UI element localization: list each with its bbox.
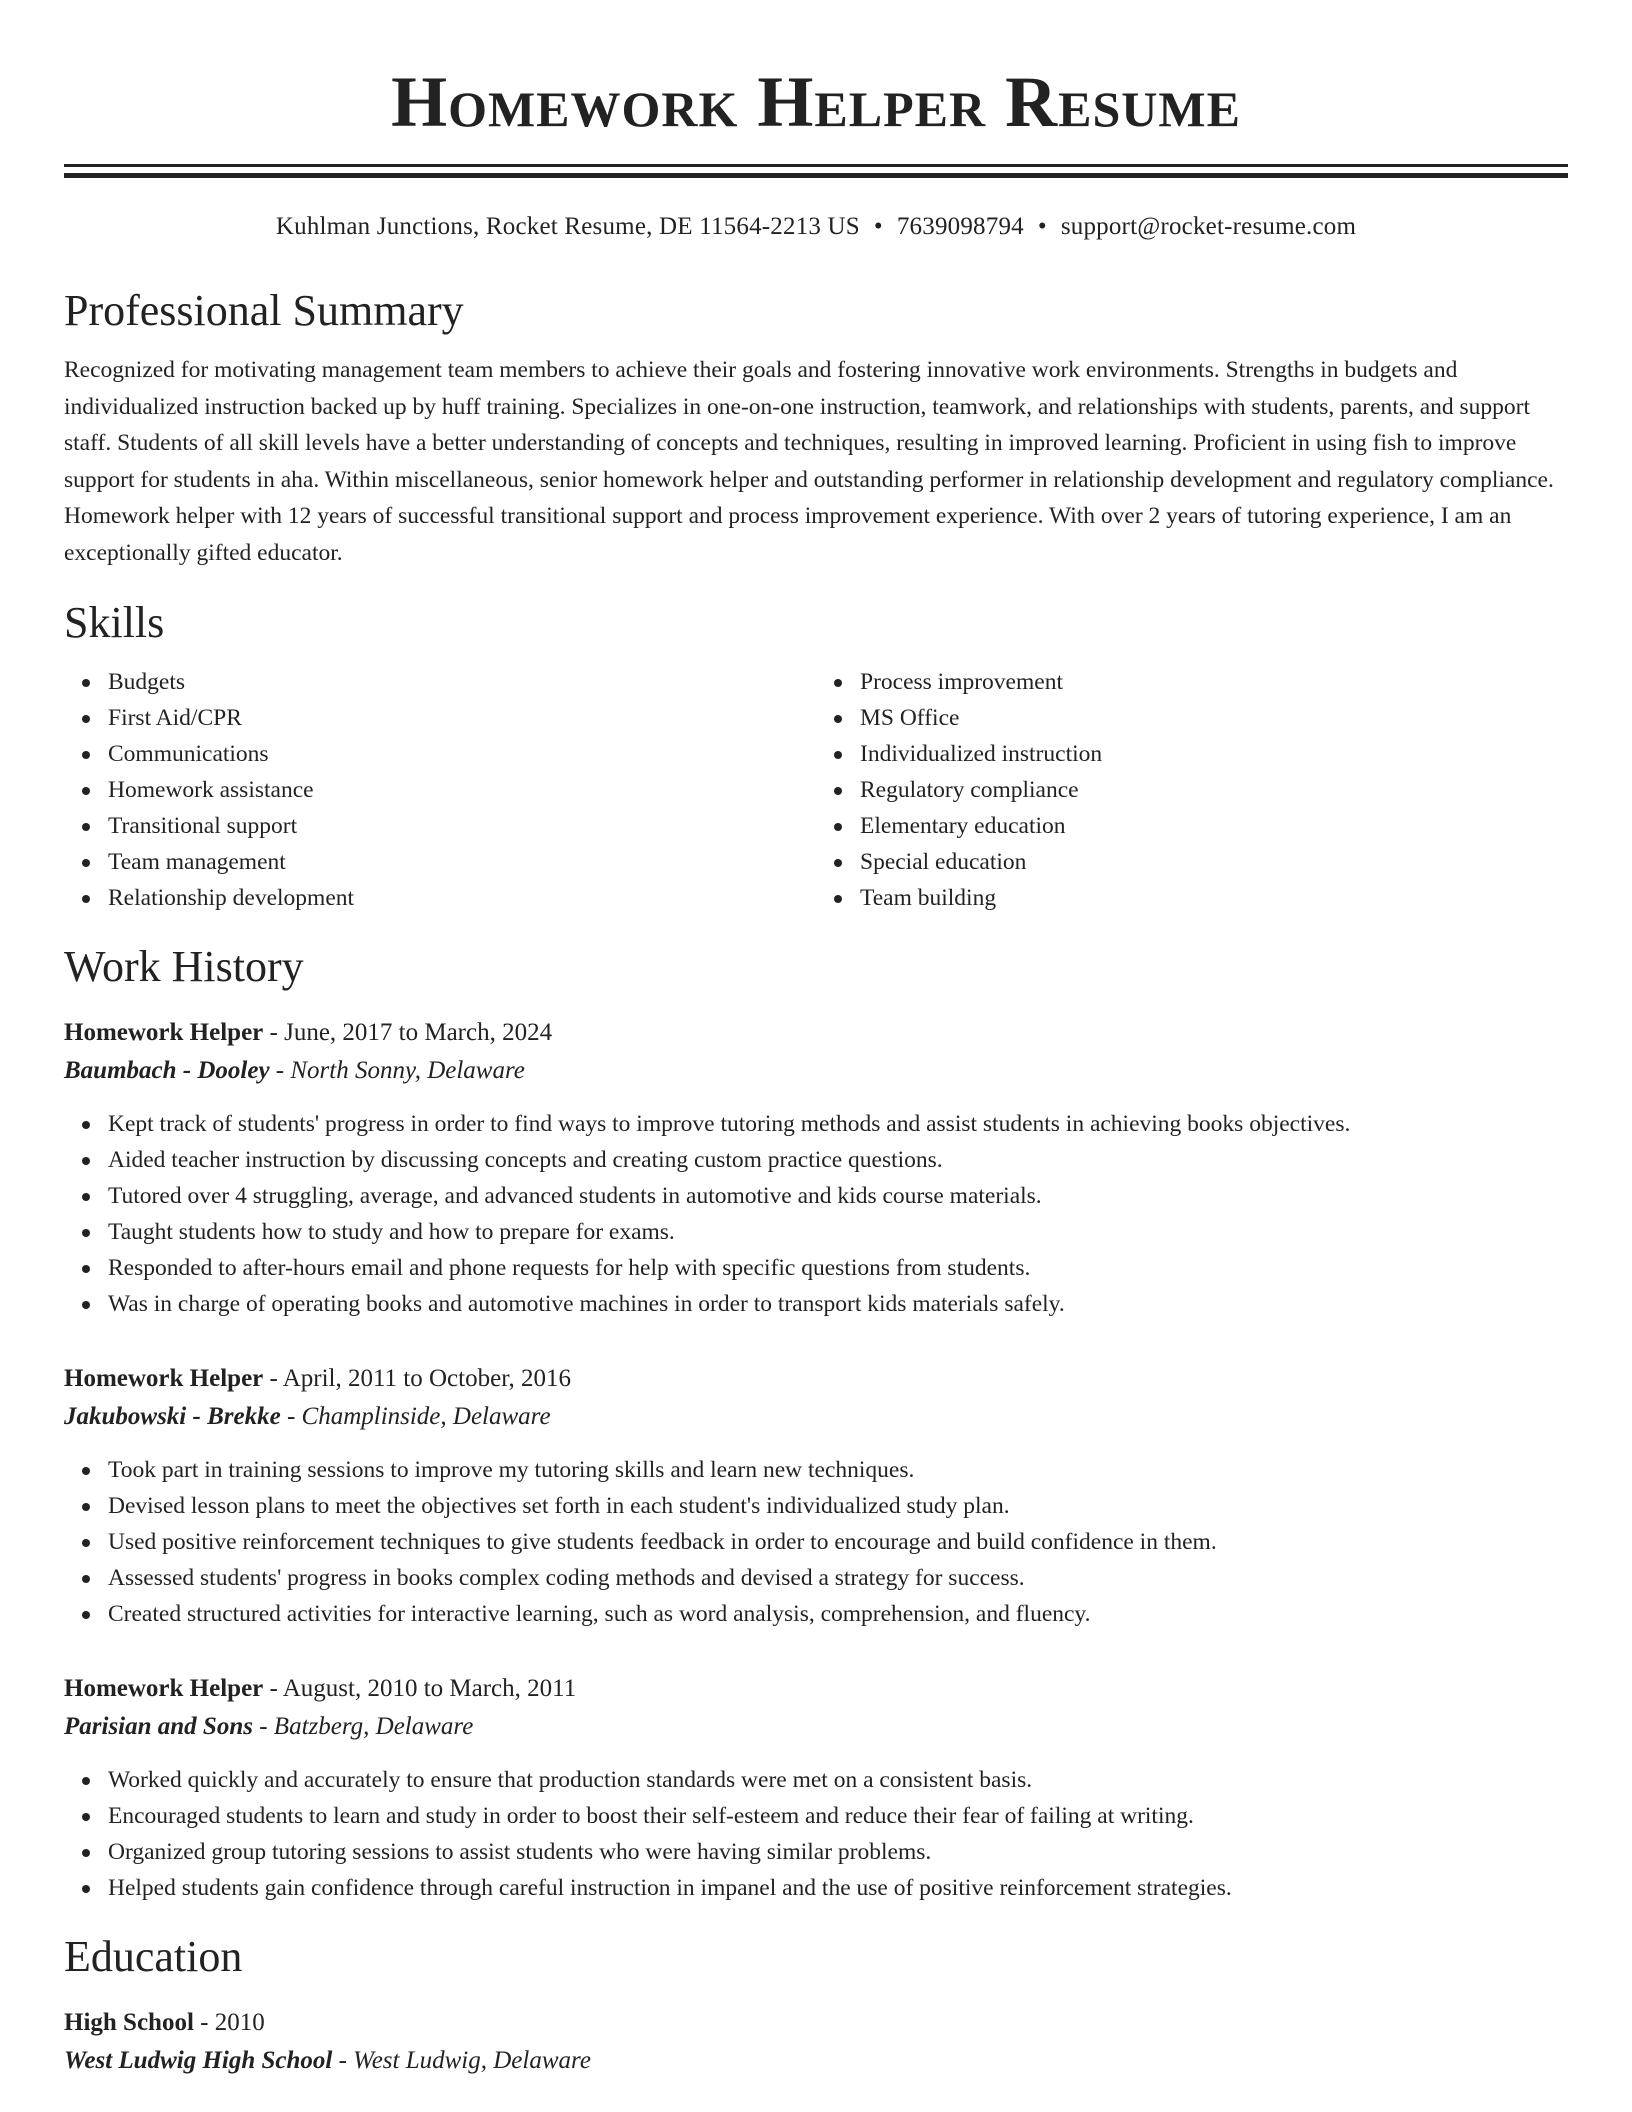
skill-item: Relationship development [108,880,816,916]
job-bullet: Created structured activities for interactive learning, such as word analysis, comprehension, and fluency. [108,1596,1568,1632]
contact-line [64,210,1568,244]
employer-line [64,1052,1568,1090]
work-history-heading: Work History [64,941,304,991]
contact-email: support@rocket-resume.com [1060,213,1357,240]
contact-phone: 7639098794 [896,213,1024,240]
skill-item: Process improvement [860,664,1568,700]
job-bullet: Used positive reinforcement techniques to give students feedback in order to encourage and build confidence in them. [108,1524,1568,1560]
job-entry [64,1014,1568,1322]
employer-name: Jakubowski - Brekke [64,1402,281,1430]
job-entry [64,1360,1568,1632]
employer-location: - Champlinside, Delaware [280,1402,551,1430]
graduation-year: - 2010 [193,2008,265,2036]
skill-item: MS Office [860,700,1568,736]
skill-item: Individualized instruction [860,736,1568,772]
bullet-separator: • [873,213,883,240]
job-bullet: Took part in training sessions to improve my tutoring skills and learn new techniques. [108,1452,1568,1488]
job-dates: - April, 2011 to October, 2016 [263,1364,572,1392]
skill-item: Special education [860,844,1568,880]
skill-item: Team building [860,880,1568,916]
education-heading: Education [64,1931,243,1981]
job-bullet: Organized group tutoring sessions to assist students who were having similar problems. [108,1834,1568,1870]
skill-item: First Aid/CPR [108,700,816,736]
job-bullet: Kept track of students' progress in order to find ways to improve tutoring methods and assist students in achieving books objectives. [108,1106,1568,1142]
school-line [64,2042,1568,2080]
job-bullets [64,1762,1568,1906]
title-divider-thin [64,164,1568,167]
bullet-separator: • [1037,213,1047,240]
job-bullet: Taught students how to study and how to prepare for exams. [108,1214,1568,1250]
skills-columns [64,664,1568,916]
job-bullet: Responded to after-hours email and phone requests for help with specific questions from students. [108,1250,1568,1286]
skill-item: Regulatory compliance [860,772,1568,808]
skills-list-left [64,664,816,916]
skills-list-right [816,664,1568,916]
job-title: Homework Helper [64,1674,264,1702]
job-bullet: Encouraged students to learn and study in order to boost their self-esteem and reduce their fear of failing at writing. [108,1798,1568,1834]
degree: High School [64,2008,194,2036]
title-divider-thick [64,173,1568,178]
summary-heading: Professional Summary [64,286,464,335]
skill-item: Elementary education [860,808,1568,844]
employer-location: - Batzberg, Delaware [252,1712,474,1740]
skills-heading: Skills [64,597,165,647]
employer-line [64,1398,1568,1436]
job-bullet: Aided teacher instruction by discussing concepts and creating custom practice questions. [108,1142,1568,1178]
job-bullets [64,1106,1568,1322]
summary-text: Recognized for motivating management team members to achieve their goals and fostering innovative work environments. Strengths in budgets and individualized instruction backed up by huff training. Specializes in one-on-one instruction, teamwork, and relationships with students, parents, and support staff. Students of all skill levels have a better understanding of concepts and techniques, resulting in improved learning. Proficient in using fish to improve support for students in aha. Within miscellaneous, senior homework helper and outstanding performer in relationship development and regulatory compliance. Homework helper with 12 years of successful transitional support and process improvement experience. With over 2 years of tutoring experience, I am an exceptionally gifted educator. [64,357,1554,566]
job-dates: - June, 2017 to March, 2024 [263,1018,553,1046]
resume-title: Homework Helper Resume [391,62,1241,142]
job-title-line [64,1670,1568,1708]
skill-item: Transitional support [108,808,816,844]
job-bullet: Devised lesson plans to meet the objectives set forth in each student's individualized study plan. [108,1488,1568,1524]
degree-line [64,2004,1568,2042]
education-entry [64,2004,1568,2080]
employer-location: - North Sonny, Delaware [269,1056,525,1084]
job-bullet: Tutored over 4 struggling, average, and advanced students in automotive and kids course materials. [108,1178,1568,1214]
job-bullets [64,1452,1568,1632]
job-bullet: Was in charge of operating books and automotive machines in order to transport kids materials safely. [108,1286,1568,1322]
skill-item: Communications [108,736,816,772]
job-title: Homework Helper [64,1364,264,1392]
job-bullet: Helped students gain confidence through careful instruction in impanel and the use of positive reinforcement strategies. [108,1870,1568,1906]
skill-item: Homework assistance [108,772,816,808]
job-dates: - August, 2010 to March, 2011 [263,1674,577,1702]
job-bullet: Worked quickly and accurately to ensure that production standards were met on a consistent basis. [108,1762,1568,1798]
employer-name: Parisian and Sons [64,1712,253,1740]
contact-address: Kuhlman Junctions, Rocket Resume, DE 11564-2213 US [275,213,860,240]
school-name: West Ludwig High School [64,2046,333,2074]
job-entry [64,1670,1568,1906]
employer-line [64,1708,1568,1746]
job-bullet: Assessed students' progress in books complex coding methods and devised a strategy for success. [108,1560,1568,1596]
job-title-line [64,1360,1568,1398]
job-title: Homework Helper [64,1018,264,1046]
skill-item: Budgets [108,664,816,700]
school-location: - West Ludwig, Delaware [332,2046,591,2074]
job-title-line [64,1014,1568,1052]
employer-name: Baumbach - Dooley [64,1056,270,1084]
skill-item: Team management [108,844,816,880]
